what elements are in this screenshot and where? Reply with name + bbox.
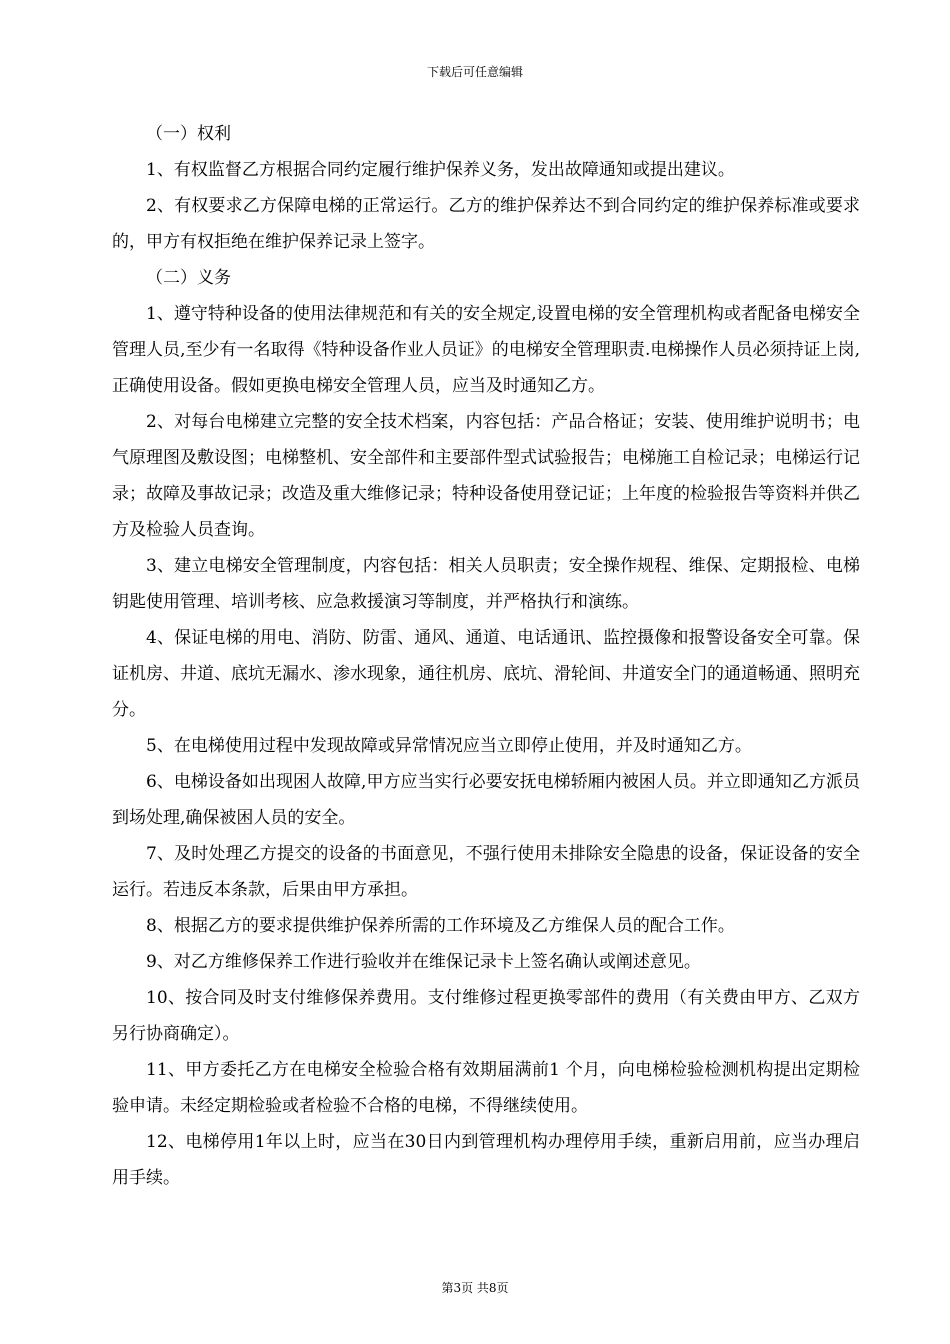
section-heading-rights: （一）权利	[146, 124, 231, 144]
obligation-clause-8: 8、根据乙方的要求提供维护保养所需的工作环境及乙方维保人员的配合工作。	[146, 916, 735, 936]
obligation-clause-9: 9、对乙方维修保养工作进行验收并在维保记录卡上签名确认或阐述意见。	[146, 952, 701, 972]
obligation-clause-2: 2、对每台电梯建立完整的安全技术档案，内容包括：产品合格证；安装、使用维护说明书；电气原理图及敷设图；电梯整机、安全部件和主要部件型式试验报告；电梯施工自检记录；电梯运行记录；故障及事故记录；改造及重大维修记录；特种设备使用登记证；上年度的检验报告等资料并供乙方及检验人员查询。	[112, 412, 860, 540]
obligation-clause-4: 4、保证电梯的用电、消防、防雷、通风、通道、电话通讯、监控摄像和报警设备安全可靠。保证机房、井道、底坑无漏水、渗水现象，通往机房、底坑、滑轮间、井道安全门的通道畅通、照明充分。	[112, 628, 860, 720]
rights-clause-2: 2、有权要求乙方保障电梯的正常运行。乙方的维护保养达不到合同约定的维护保养标准或要求的，甲方有权拒绝在维护保养记录上签字。	[112, 196, 860, 252]
page-number: 第3页 共8页	[441, 1281, 509, 1295]
obligation-clause-11: 11、甲方委托乙方在电梯安全检验合格有效期届满前1 个月，向电梯检验检测机构提出定期检验申请。未经定期检验或者检验不合格的电梯，不得继续使用。	[112, 1060, 860, 1116]
obligation-clause-1: 1、遵守特种设备的使用法律规范和有关的安全规定,设置电梯的安全管理机构或者配备电梯安全管理人员,至少有一名取得《特种设备作业人员证》的电梯安全管理职责.电梯操作人员必须持证上岗,正确使用设备。假如更换电梯安全管理人员，应当及时通知乙方。	[112, 304, 860, 396]
obligation-clause-3: 3、建立电梯安全管理制度，内容包括：相关人员职责；安全操作规程、维保、定期报检、电梯钥匙使用管理、培训考核、应急救援演习等制度，并严格执行和演练。	[112, 556, 860, 612]
obligation-clause-10: 10、按合同及时支付维修保养费用。支付维修过程更换零部件的费用（有关费由甲方、乙双方另行协商确定）。	[112, 988, 860, 1044]
rights-clause-1: 1、有权监督乙方根据合同约定履行维护保养义务，发出故障通知或提出建议。	[146, 160, 735, 180]
page-header: 下载后可任意编辑	[426, 65, 523, 79]
obligation-clause-7: 7、及时处理乙方提交的设备的书面意见，不强行使用未排除安全隐患的设备，保证设备的安全运行。若违反本条款，后果由甲方承担。	[112, 844, 860, 900]
obligation-clause-5: 5、在电梯使用过程中发现故障或异常情况应当立即停止使用，并及时通知乙方。	[146, 736, 752, 756]
obligation-clause-6: 6、电梯设备如出现困人故障,甲方应当实行必要安抚电梯轿厢内被困人员。并立即通知乙方派员到场处理,确保被困人员的安全。	[112, 772, 860, 828]
document-body	[112, 116, 860, 1196]
section-heading-obligations: （二）义务	[146, 268, 231, 288]
obligation-clause-12: 12、电梯停用1年以上时，应当在30日内到管理机构办理停用手续，重新启用前，应当办理启用手续。	[112, 1132, 860, 1188]
